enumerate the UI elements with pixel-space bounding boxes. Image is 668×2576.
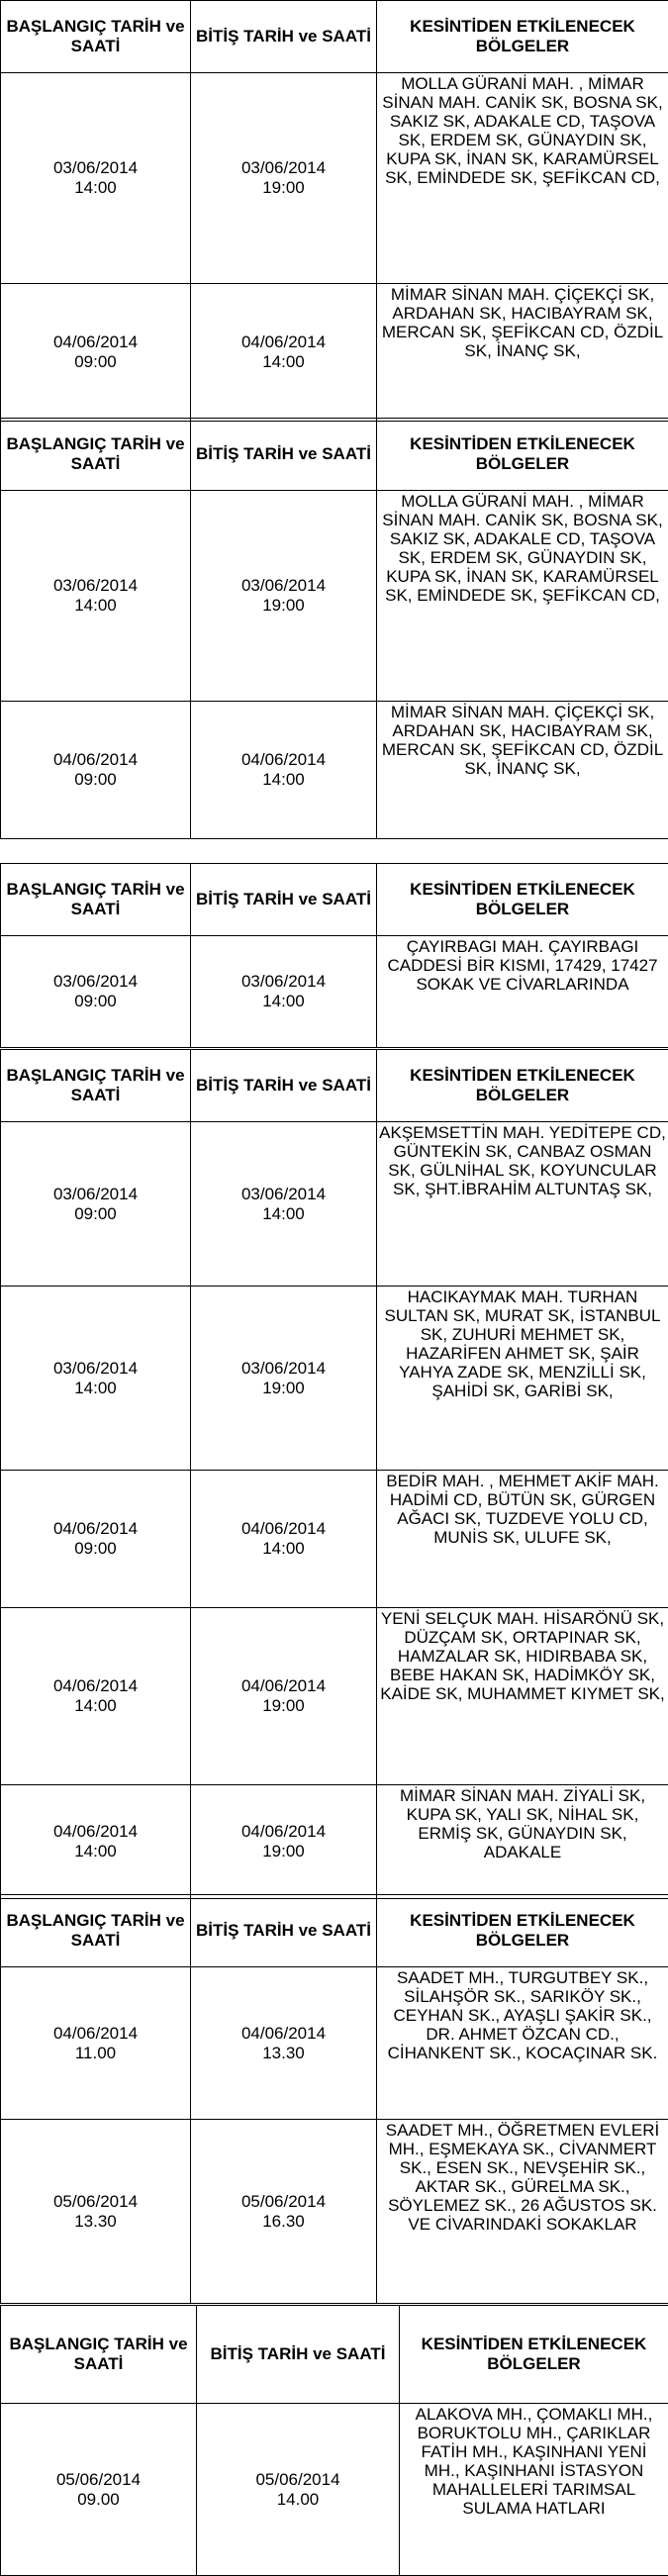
- end-datetime: [191, 1471, 377, 1608]
- affected-regions: [377, 2120, 668, 2304]
- end-datetime-text: 04/06/2014 19:00: [193, 1822, 374, 1861]
- affected-regions-text: MİMAR SİNAN MAH. ÇİÇEKÇİ SK, ARDAHAN SK, HACIBAYRAM SK, MERCAN SK, ŞEFİKCAN CD, ÖZDİL SK, İNANÇ SK,: [379, 703, 666, 837]
- end-datetime-text: 05/06/2014 14.00: [199, 2470, 397, 2510]
- affected-regions: [377, 73, 668, 284]
- header-end-datetime: [191, 1895, 377, 1967]
- table-row: [1, 936, 668, 1048]
- end-datetime-text: 03/06/2014 19:00: [193, 158, 374, 198]
- header-affected-regions: [377, 419, 668, 491]
- table-header-row: [1, 864, 668, 936]
- start-datetime: [1, 1122, 191, 1287]
- end-datetime-text: 03/06/2014 19:00: [193, 1359, 374, 1398]
- affected-regions: [377, 284, 668, 422]
- affected-regions: [377, 936, 668, 1048]
- end-datetime: [191, 1287, 377, 1471]
- affected-regions: [377, 1967, 668, 2120]
- affected-regions: [377, 1287, 668, 1471]
- start-datetime: [1, 1608, 191, 1785]
- end-datetime: [191, 284, 377, 422]
- affected-regions-text: SAADET MH., ÖĞRETMEN EVLERİ MH., EŞMEKAYA SK., CİVANMERT SK., ESEN SK., NEVŞEHİR SK., AKTAR SK., GÜRELMA SK., SÖYLEMEZ SK., 26 AĞUSTOS SK. VE CİVARINDAKİ SOKAKLAR: [379, 2121, 666, 2302]
- header-end-datetime-text: BİTİŞ TARİH ve SAATİ: [193, 1076, 374, 1096]
- affected-regions: [400, 2404, 668, 2576]
- header-affected-regions: [377, 1895, 668, 1967]
- start-datetime-text: 03/06/2014 14:00: [3, 1359, 188, 1398]
- header-end-datetime-text: BİTİŞ TARİH ve SAATİ: [193, 27, 374, 47]
- end-datetime: [191, 936, 377, 1048]
- start-datetime: [1, 73, 191, 284]
- start-datetime-text: 04/06/2014 14:00: [3, 1676, 188, 1716]
- affected-regions: [377, 1471, 668, 1608]
- end-datetime-text: 03/06/2014 14:00: [193, 972, 374, 1011]
- start-datetime-text: 03/06/2014 14:00: [3, 158, 188, 198]
- start-datetime-text: 04/06/2014 11.00: [3, 2024, 188, 2063]
- table-header-row: [1, 2306, 668, 2404]
- outage-table: [0, 863, 668, 1048]
- end-datetime: [197, 2404, 400, 2576]
- end-datetime-text: 03/06/2014 19:00: [193, 576, 374, 616]
- affected-regions: [377, 1785, 668, 1899]
- affected-regions-text: BEDİR MAH. , MEHMET AKİF MAH. HADİMİ CD, BÜTÜN SK, GÜRGEN AĞACI SK, TUZDEVE YOLU CD, MUNİS SK, ULUFE SK,: [379, 1472, 666, 1606]
- affected-regions: [377, 1122, 668, 1287]
- start-datetime: [1, 1287, 191, 1471]
- outage-table: [0, 1894, 668, 2304]
- end-datetime-text: 05/06/2014 16.30: [193, 2192, 374, 2232]
- end-datetime: [191, 2120, 377, 2304]
- affected-regions-text: HACIKAYMAK MAH. TURHAN SULTAN SK, MURAT SK, İSTANBUL SK, ZUHURİ MEHMET SK, HAZARİFEN AHMET SK, ŞAİR YAHYA ZADE SK, MENZİLLİ SK, ŞAHİDİ SK, GARİBİ SK,: [379, 1288, 666, 1469]
- end-datetime-text: 04/06/2014 19:00: [193, 1676, 374, 1716]
- table-row: [1, 1967, 668, 2120]
- header-end-datetime: [191, 419, 377, 491]
- header-affected-regions: [377, 1, 668, 73]
- header-start-datetime-text: BAŞLANGIÇ TARİH ve SAATİ: [3, 880, 188, 919]
- affected-regions-text: MİMAR SİNAN MAH. ZİYALİ SK, KUPA SK, YALI SK, NİHAL SK, ERMİŞ SK, GÜNAYDIN SK, ADAKALE: [379, 1786, 666, 1897]
- table-row: [1, 1785, 668, 1899]
- start-datetime-text: 03/06/2014 14:00: [3, 576, 188, 616]
- table-row: [1, 1287, 668, 1471]
- table-row: [1, 2120, 668, 2304]
- affected-regions: [377, 702, 668, 839]
- table-header-row: [1, 1050, 668, 1122]
- header-start-datetime-text: BAŞLANGIÇ TARİH ve SAATİ: [3, 434, 188, 474]
- header-start-datetime: [1, 864, 191, 936]
- header-end-datetime-text: BİTİŞ TARİH ve SAATİ: [193, 444, 374, 464]
- header-affected-regions: [377, 1050, 668, 1122]
- end-datetime-text: 04/06/2014 13.30: [193, 2024, 374, 2063]
- start-datetime-text: 04/06/2014 14:00: [3, 1822, 188, 1861]
- affected-regions-text: ALAKOVA MH., ÇOMAKLI MH., BORUKTOLU MH., ÇARIKLAR FATİH MH., KAŞINHANI YENİ MH., KAŞINHANI İSTASYON MAHALLELERİ TARIMSAL SULAMA HATLARI: [402, 2405, 666, 2574]
- outage-table: [0, 2305, 668, 2576]
- header-end-datetime: [197, 2306, 400, 2404]
- header-start-datetime: [1, 1, 191, 73]
- header-affected-regions-text: KESİNTİDEN ETKİLENECEK BÖLGELER: [379, 434, 666, 474]
- header-affected-regions-text: KESİNTİDEN ETKİLENECEK BÖLGELER: [402, 2335, 666, 2374]
- header-start-datetime-text: BAŞLANGIÇ TARİH ve SAATİ: [3, 17, 188, 56]
- header-end-datetime: [191, 864, 377, 936]
- header-start-datetime-text: BAŞLANGIÇ TARİH ve SAATİ: [3, 1066, 188, 1105]
- header-affected-regions-text: KESİNTİDEN ETKİLENECEK BÖLGELER: [379, 1066, 666, 1105]
- header-affected-regions-text: KESİNTİDEN ETKİLENECEK BÖLGELER: [379, 880, 666, 919]
- start-datetime: [1, 936, 191, 1048]
- table-row: [1, 702, 668, 839]
- header-end-datetime: [191, 1, 377, 73]
- affected-regions: [377, 1608, 668, 1785]
- start-datetime: [1, 1967, 191, 2120]
- table-header-row: [1, 1895, 668, 1967]
- affected-regions-text: MOLLA GÜRANİ MAH. , MİMAR SİNAN MAH. CANİK SK, BOSNA SK, SAKIZ SK, ADAKALE CD, TAŞOVA SK, ERDEM SK, GÜNAYDIN SK, KUPA SK, İNAN SK, KARAMÜRSEL SK, EMİNDEDE SK, ŞEFİKCAN CD,: [379, 492, 666, 700]
- end-datetime: [191, 1967, 377, 2120]
- header-start-datetime: [1, 1895, 191, 1967]
- start-datetime: [1, 2404, 197, 2576]
- start-datetime: [1, 1785, 191, 1899]
- start-datetime-text: 03/06/2014 09:00: [3, 972, 188, 1011]
- header-start-datetime: [1, 2306, 197, 2404]
- end-datetime-text: 04/06/2014 14:00: [193, 1519, 374, 1559]
- start-datetime-text: 03/06/2014 09:00: [3, 1185, 188, 1224]
- header-start-datetime: [1, 419, 191, 491]
- end-datetime: [191, 73, 377, 284]
- end-datetime: [191, 1608, 377, 1785]
- table-row: [1, 1608, 668, 1785]
- affected-regions-text: SAADET MH., TURGUTBEY SK., SİLAHŞÖR SK., SARIKÖY SK., CEYHAN SK., AYAŞLI ŞAKİR SK., DR. AHMET ÖZCAN CD., CİHANKENT SK., KOCAÇINAR SK.: [379, 1968, 666, 2118]
- header-end-datetime-text: BİTİŞ TARİH ve SAATİ: [193, 890, 374, 909]
- end-datetime-text: 04/06/2014 14:00: [193, 333, 374, 372]
- affected-regions-text: MİMAR SİNAN MAH. ÇİÇEKÇİ SK, ARDAHAN SK, HACIBAYRAM SK, MERCAN SK, ŞEFİKCAN CD, ÖZDİL SK, İNANÇ SK,: [379, 285, 666, 420]
- header-end-datetime: [191, 1050, 377, 1122]
- table-row: [1, 2404, 668, 2576]
- start-datetime: [1, 284, 191, 422]
- header-affected-regions: [377, 864, 668, 936]
- table-row: [1, 1471, 668, 1608]
- header-end-datetime-text: BİTİŞ TARİH ve SAATİ: [199, 2344, 397, 2364]
- start-datetime: [1, 1471, 191, 1608]
- header-start-datetime-text: BAŞLANGIÇ TARİH ve SAATİ: [3, 2335, 194, 2374]
- header-affected-regions-text: KESİNTİDEN ETKİLENECEK BÖLGELER: [379, 1911, 666, 1951]
- table-row: [1, 491, 668, 702]
- outage-table: [0, 0, 668, 422]
- table-row: [1, 1122, 668, 1287]
- affected-regions-text: MOLLA GÜRANİ MAH. , MİMAR SİNAN MAH. CANİK SK, BOSNA SK, SAKIZ SK, ADAKALE CD, TAŞOVA SK, ERDEM SK, GÜNAYDIN SK, KUPA SK, İNAN SK, KARAMÜRSEL SK, EMİNDEDE SK, ŞEFİKCAN CD,: [379, 74, 666, 282]
- header-end-datetime-text: BİTİŞ TARİH ve SAATİ: [193, 1921, 374, 1941]
- start-datetime: [1, 702, 191, 839]
- table-row: [1, 284, 668, 422]
- end-datetime: [191, 1122, 377, 1287]
- start-datetime-text: 04/06/2014 09:00: [3, 333, 188, 372]
- header-affected-regions-text: KESİNTİDEN ETKİLENECEK BÖLGELER: [379, 17, 666, 56]
- start-datetime: [1, 2120, 191, 2304]
- end-datetime: [191, 702, 377, 839]
- affected-regions: [377, 491, 668, 702]
- start-datetime-text: 05/06/2014 09.00: [3, 2470, 194, 2510]
- outage-table: [0, 418, 668, 839]
- affected-regions-text: AKŞEMSETTİN MAH. YEDİTEPE CD, GÜNTEKİN SK, CANBAZ OSMAN SK, GÜLNİHAL SK, KOYUNCULAR SK, ŞHT.İBRAHİM ALTUNTAŞ SK,: [379, 1123, 666, 1285]
- table-row: [1, 73, 668, 284]
- affected-regions-text: YENİ SELÇUK MAH. HİSARÖNÜ SK, DÜZÇAM SK, ORTAPINAR SK, HAMZALAR SK, HIDIRBABA SK, BEBE HAKAN SK, HADİMKÖY SK, KAİDE SK, MUHAMMET KIYMET SK,: [379, 1609, 666, 1783]
- table-header-row: [1, 1, 668, 73]
- header-start-datetime-text: BAŞLANGIÇ TARİH ve SAATİ: [3, 1911, 188, 1951]
- end-datetime-text: 04/06/2014 14:00: [193, 750, 374, 790]
- start-datetime-text: 04/06/2014 09:00: [3, 750, 188, 790]
- start-datetime-text: 04/06/2014 09:00: [3, 1519, 188, 1559]
- outage-table: [0, 1049, 668, 1899]
- affected-regions-text: ÇAYIRBAGI MAH. ÇAYIRBAGI CADDESİ BİR KISMI, 17429, 17427 SOKAK VE CİVARLARINDA: [379, 937, 666, 1046]
- start-datetime-text: 05/06/2014 13.30: [3, 2192, 188, 2232]
- end-datetime: [191, 491, 377, 702]
- start-datetime: [1, 491, 191, 702]
- header-affected-regions: [400, 2306, 668, 2404]
- table-header-row: [1, 419, 668, 491]
- end-datetime: [191, 1785, 377, 1899]
- header-start-datetime: [1, 1050, 191, 1122]
- end-datetime-text: 03/06/2014 14:00: [193, 1185, 374, 1224]
